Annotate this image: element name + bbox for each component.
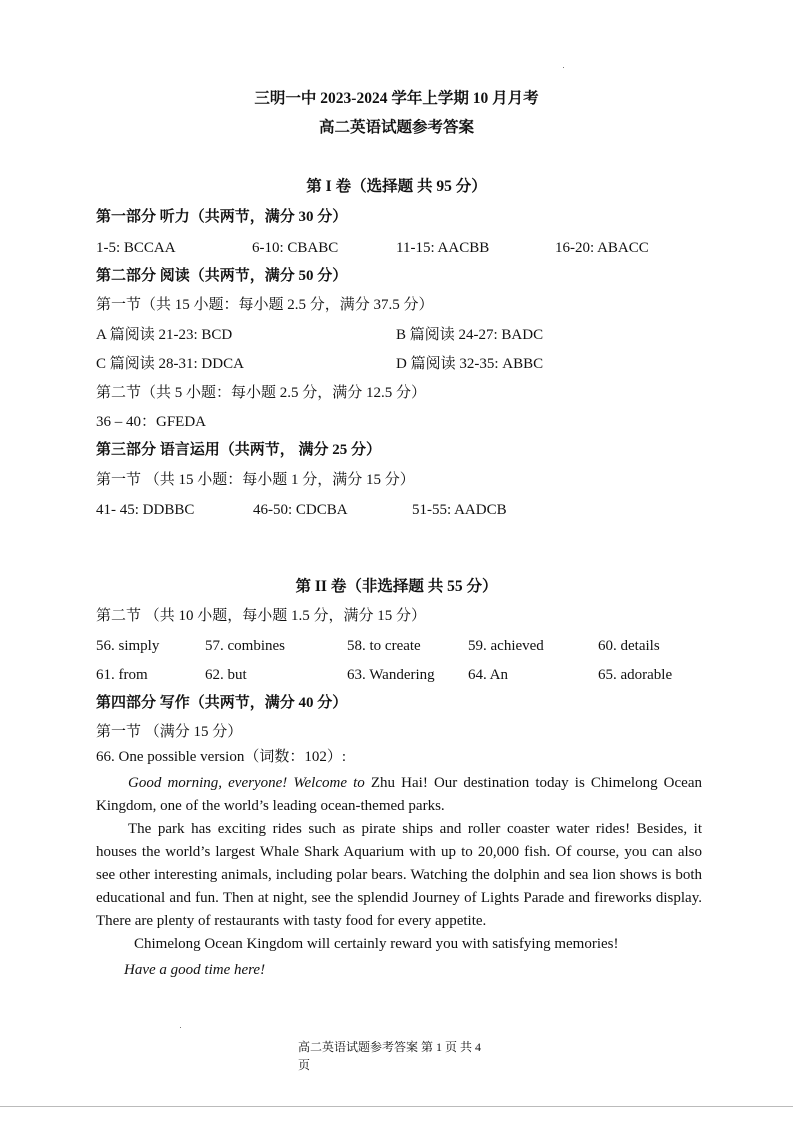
reading-c-answer: C 篇阅读 28-31: DDCA [96,356,244,372]
essay-paragraph-opening [96,772,702,818]
part3-heading: 第三部分 语言运用（共两节， 满分 25 分） [96,442,382,458]
answer-61: 61. from [96,667,148,683]
page-bottom-divider [0,1106,793,1107]
answer-60: 60. details [598,638,660,654]
answer-62: 62. but [205,667,247,683]
part3-section1-label: 第一节 （共 15 小题：每小题 1 分，满分 15 分） [96,472,415,488]
answer-6-10: 6-10: CBABC [252,240,339,256]
part2-section2-label: 第二节（共 5 小题：每小题 2.5 分，满分 12.5 分） [96,385,427,401]
essay-paragraph-conclusion: Chimelong Ocean Kingdom will certainly reward you with satisfying memories! [134,936,619,952]
essay-label: 66. One possible version（词数：102）: [96,749,346,765]
essay-closing: Have a good time here! [124,962,266,978]
answer-59: 59. achieved [468,638,544,654]
volume2-section2-label: 第二节 （共 10 小题，每小题 1.5 分，满分 15 分） [96,608,427,624]
stray-dot-bottom [180,1027,181,1028]
answer-58: 58. to create [347,638,421,654]
answer-46-50: 46-50: CDCBA [253,502,348,518]
answer-57: 57. combines [205,638,285,654]
volume-1-title: 第 I 卷（选择题 共 95 分） [306,178,487,195]
reading-b-answer: B 篇阅读 24-27: BADC [396,327,544,343]
part1-heading: 第一部分 听力（共两节，满分 30 分） [96,209,348,225]
answer-63: 63. Wandering [347,667,435,683]
answer-key-subtitle: 高二英语试题参考答案 [318,119,474,136]
part4-heading: 第四部分 写作（共两节，满分 40 分） [96,695,348,711]
exam-title: 三明一中 2023-2024 学年上学期 10 月月考 [254,90,539,107]
essay-paragraph-body: The park has exciting rides such as pirate ships and roller coaster water rides! Besides, it houses the world’s largest Whale Shark Aquarium with up to 20,000 fish. Of course, you can also see other interesting animals, including polar bears. Watching the dolphin and sea lion shows is both educational and fun. Then at night, see the splendid Journey of Lights Parade and fireworks display. There are plenty of restaurants with tasty food for every appetite. [96,821,702,929]
answer-1-5: 1-5: BCCAA [96,240,176,256]
essay-opening-italic: Good morning, everyone! Welcome to [128,775,365,791]
stray-dot-top [563,67,564,68]
part4-section1-label: 第一节 （满分 15 分） [96,724,243,740]
volume-2-title: 第 II 卷（非选择题 共 55 分） [295,578,498,595]
answer-11-15: 11-15: AACBB [396,240,490,256]
reading-d-answer: D 篇阅读 32-35: ABBC [396,356,544,372]
answer-56: 56. simply [96,638,160,654]
answer-41-45: 41- 45: DDBBC [96,502,195,518]
answer-51-55: 51-55: AADCB [412,502,507,518]
part2-heading: 第二部分 阅读（共两节，满分 50 分） [96,268,348,284]
page-footer-line1: 高二英语试题参考答案 第 1 页 共 4 [298,1040,482,1054]
answer-16-20: 16-20: ABACC [555,240,649,256]
essay-opening-rest: Zhu Hai! Our destination today is Chimelong Ocean Kingdom, one of the world’s leading ocean-themed parks. [96,775,702,814]
answer-36-40: 36 – 40：GFEDA [96,414,207,430]
reading-a-answer: A 篇阅读 21-23: BCD [96,327,233,343]
answer-64: 64. An [468,667,509,683]
page-footer-line2: 页 [298,1058,311,1072]
answer-65: 65. adorable [598,667,673,683]
part2-section1-label: 第一节（共 15 小题：每小题 2.5 分，满分 37.5 分） [96,297,434,313]
